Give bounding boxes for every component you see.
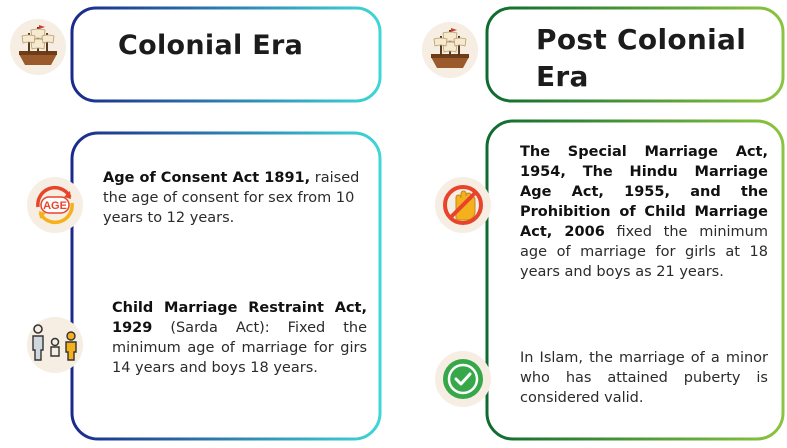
left-entry-2-body: (Sarda Act): Fixed the minimum age of marriage for girs 14 years and boys 18 years.: [112, 320, 367, 376]
left-entry-2-text: [112, 298, 367, 378]
left-header-title: Colonial Era: [118, 30, 304, 61]
right-entry-2-body: In Islam, the marriage of a minor who has attained puberty is considered valid.: [520, 350, 768, 406]
left-entry-1-bold: Age of Consent Act 1891,: [103, 170, 311, 186]
left-entry-1-text: [103, 168, 365, 228]
right-entry-1-body: fixed the minimum age of marriage for girls at 18 years and boys as 21 years.: [520, 224, 768, 280]
right-entry-1-bold: The Special Marriage Act, 1954, The Hindu Marriage Age Act, 1955, and the Prohibition of Child Marriage Act, 2006: [520, 144, 768, 240]
left-entry-1-body: raised the age of consent for sex from 10 years to 12 years.: [103, 170, 360, 226]
right-header-title: Post Colonial Era: [536, 23, 747, 93]
ship-icon: [9, 18, 67, 76]
age-badge-text: AGE: [43, 200, 67, 212]
ship-icon: [421, 21, 479, 79]
age-badge-icon: [26, 176, 84, 234]
right-entry-1-text: [520, 142, 768, 282]
family-icon: [26, 316, 84, 374]
check-circle-icon: [434, 350, 492, 408]
prohibited-hand-icon: [434, 176, 492, 234]
right-entry-2-text: [520, 348, 768, 408]
left-entry-2-bold: Child Marriage Restraint Act, 1929: [112, 300, 367, 336]
